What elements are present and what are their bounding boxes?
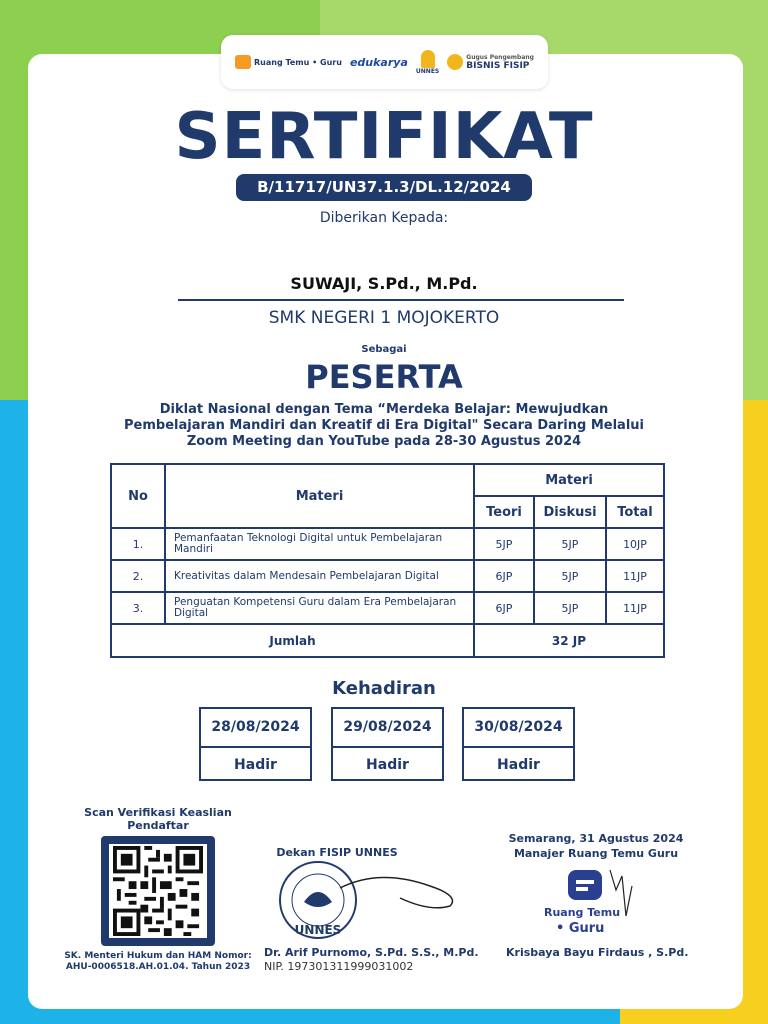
table-row: 3. Penguatan Kompetensi Guru dalam Era Pembelajaran Digital 6JP 5JP 11JP — [111, 592, 664, 624]
unnes-logo: UNNES — [416, 50, 439, 75]
dekan-stamp-signature-icon — [270, 858, 470, 944]
header-no: No — [111, 464, 165, 528]
header-materi-group: Materi — [474, 464, 664, 496]
attendance-day-1: 28/08/2024 Hadir — [199, 707, 312, 781]
name-underline — [178, 299, 624, 301]
table-total-row: Jumlah 32 JP — [111, 624, 664, 657]
bisnis-fisip-logo: Gugus Pengembang BISNIS FISIP — [447, 54, 534, 71]
attendance-title: Kehadiran — [332, 678, 436, 699]
qr-code[interactable] — [101, 836, 215, 946]
event-description: Diklat Nasional dengan Tema “Merdeka Belajar: Mewujudkan Pembelajaran Mandiri dan Kreatif di Era Digital" Secara Daring Melalui Zoom Meeting dan YouTube pada 28-30 Agustus 2024 — [124, 402, 644, 449]
attendance-day-3: 30/08/2024 Hadir — [462, 707, 575, 781]
sk-text: SK. Menteri Hukum dan HAM Nomor: AHU-0006518.AH.01.04. Tahun 2023 — [64, 951, 252, 972]
qr-caption: Scan Verifikasi Keaslian Pendaftar — [84, 806, 232, 832]
recipient-name: SUWAJI, S.Pd., M.Pd. — [290, 274, 478, 293]
manager-place-date: Semarang, 31 Agustus 2024 Manajer Ruang Temu Guru — [508, 832, 684, 860]
ruang-temu-logo: Ruang Temu • Guru — [235, 55, 342, 69]
ruang-temu-guru-logo-icon — [540, 866, 660, 940]
certificate-title: SERTIFIKAT — [174, 100, 594, 174]
ruang-temu-icon — [235, 55, 251, 69]
role-title: PESERTA — [305, 358, 463, 396]
unnes-emblem-icon — [421, 50, 435, 68]
certificate-number: B/11717/UN37.1.3/DL.12/2024 — [236, 174, 532, 201]
recipient-school: SMK NEGERI 1 MOJOKERTO — [268, 308, 500, 328]
header-teori: Teori — [474, 496, 534, 528]
logo-bar — [221, 35, 548, 89]
materials-table — [110, 463, 665, 658]
table-row: 2. Kreativitas dalam Mendesain Pembelajaran Digital 6JP 5JP 11JP — [111, 560, 664, 592]
given-to-label: Diberikan Kepada: — [319, 210, 449, 226]
header-materi: Materi — [165, 464, 474, 528]
attendance-day-2: 29/08/2024 Hadir — [331, 707, 444, 781]
header-total: Total — [606, 496, 664, 528]
svg-text:Ruang Temu: Ruang Temu — [544, 906, 621, 919]
qr-pattern-icon — [112, 846, 204, 936]
svg-text:• Guru: • Guru — [556, 921, 605, 936]
manager-name: Krisbaya Bayu Firdaus , S.Pd. — [506, 946, 689, 959]
edukarya-logo: edukarya — [349, 55, 408, 69]
svg-text:UNNES: UNNES — [294, 923, 342, 937]
dekan-name: Dr. Arif Purnomo, S.Pd. S.S., M.Pd. — [264, 946, 479, 959]
table-row: 1. Pemanfaatan Teknologi Digital untuk Pembelajaran Mandiri 5JP 5JP 10JP — [111, 528, 664, 560]
bisnis-fisip-icon — [447, 54, 463, 70]
header-diskusi: Diskusi — [534, 496, 606, 528]
as-label: Sebagai — [361, 344, 407, 355]
dekan-nip: NIP. 197301311999031002 — [264, 960, 414, 973]
dekan-title: Dekan FISIP UNNES — [276, 846, 398, 859]
